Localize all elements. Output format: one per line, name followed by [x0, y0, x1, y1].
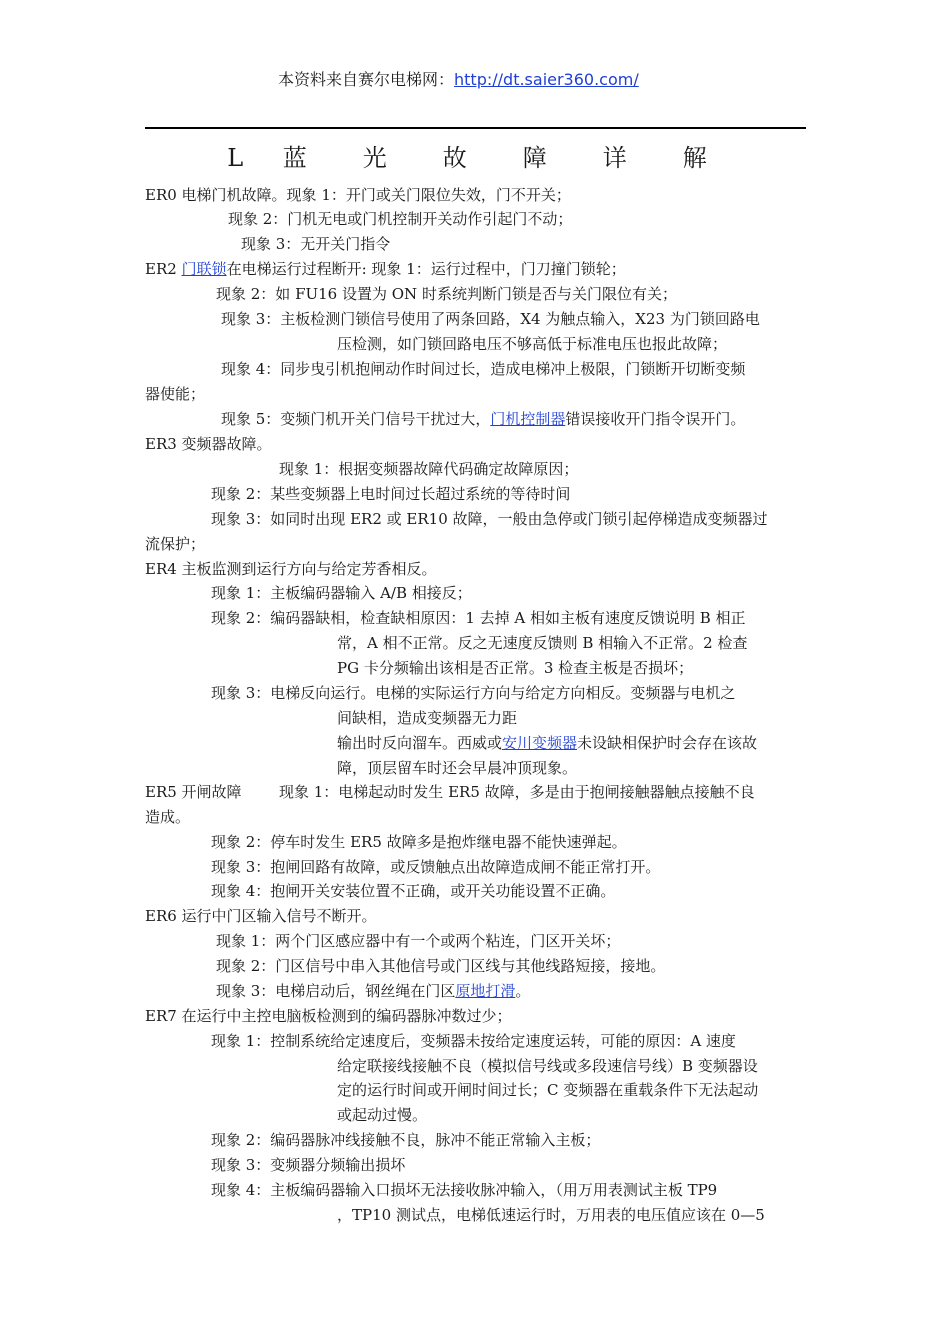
text-line: 现象 3：如同时出现 ER2 或 ER10 故障，一般由急停或门锁引起停梯造成变频器过: [211, 510, 768, 528]
text-line: 常，A 相不正常。反之无速度反馈则 B 相输入不正常。2 检查: [337, 634, 748, 652]
text-line: 给定联接线接触不良（模拟信号线或多段速信号线）B 变频器设: [337, 1057, 758, 1075]
text-line: 现象 3：抱闸回路有故障，或反馈触点出故障造成闸不能正常打开。: [211, 858, 661, 876]
text-line: 现象 2：门机无电或门机控制开关动作引起门不动；: [228, 210, 573, 228]
yaskawa-inverter-link[interactable]: 安川变频器: [502, 734, 578, 752]
text-line: 现象 3：无开关门指令: [241, 235, 391, 253]
text-line: 定的运行时间或开闸时间过长；C 变频器在重载条件下无法起动: [337, 1081, 759, 1099]
text-line: [337, 733, 757, 753]
text-line: 现象 3：电梯反向运行。电梯的实际运行方向与给定方向相反。变频器与电机之: [211, 684, 736, 702]
text-segment: 未设缺相保护时会存在该故: [577, 734, 758, 752]
text-line: 现象 2：某些变频器上电时间过长超过系统的等待时间: [211, 485, 571, 503]
text-line: ，TP10 测试点，电梯低速运行时，万用表的电压值应该在 0—5: [337, 1206, 765, 1224]
text-line: 造成。: [145, 808, 191, 826]
text-line: 现象 4：同步曳引机抱闸动作时间过长，造成电梯冲上极限，门锁断开切断变频: [221, 360, 746, 378]
text-line: 现象 2：编码器脉冲线接触不良，脉冲不能正常输入主板；: [211, 1131, 601, 1149]
text-line: [145, 259, 626, 279]
text-line: 障，顶层留车时还会早晨冲顶现象。: [337, 759, 578, 777]
text-line: 现象 4：主板编码器输入口损坏无法接收脉冲输入，（用万用表测试主板 TP9: [211, 1181, 718, 1199]
text-line: ER4 主板监测到运行方向与给定芳香相反。: [145, 560, 437, 578]
text-line: 现象 1：主板编码器输入 A/B 相接反；: [211, 584, 472, 602]
text-line: 现象 2：如 FU16 设置为 ON 时系统判断门锁是否与关门限位有关；: [216, 285, 677, 303]
text-segment: 现象 5：变频门机开关门信号干扰过大，: [221, 410, 491, 428]
text-line: 流保护；: [145, 535, 206, 553]
text-segment: 错误接收开门指令误开门。: [565, 410, 746, 428]
rope-slip-link[interactable]: 原地打滑: [455, 982, 516, 1000]
text-line: ER5 开闸故障: [145, 783, 242, 801]
header-link[interactable]: http://dt.saier360.com/: [454, 70, 639, 89]
text-line: 现象 1：两个门区感应器中有一个或两个粘连，门区开关坏；: [216, 932, 621, 950]
door-controller-link[interactable]: 门机控制器: [490, 410, 566, 428]
text-line: PG 卡分频输出该相是否正常。3 检查主板是否损坏；: [337, 659, 694, 677]
text-line: 现象 2：编码器缺相，检查缺相原因：1 去掉 A 相如主板有速度反馈说明 B 相正: [211, 609, 746, 627]
text-line: 现象 1：根据变频器故障代码确定故障原因；: [279, 460, 579, 478]
text-line: 现象 3：变频器分频输出损坏: [211, 1156, 406, 1174]
text-segment: 输出时反向溜车。西威或: [337, 734, 503, 752]
page-title: L 蓝 光 故 障 详 解: [227, 144, 723, 172]
text-line: [216, 981, 530, 1001]
text-line: ER3 变频器故障。: [145, 435, 272, 453]
text-line: 现象 4：抱闸开关安装位置不正确，或开关功能设置不正确。: [211, 882, 616, 900]
header-divider: [145, 127, 806, 129]
text-segment: 。: [515, 982, 531, 1000]
text-line: 器使能；: [145, 385, 206, 403]
text-line: ER6 运行中门区输入信号不断开。: [145, 907, 377, 925]
text-line: 现象 2：门区信号中串入其他信号或门区线与其他线路短接，接地。: [216, 957, 666, 975]
text-line: 现象 3：主板检测门锁信号使用了两条回路，X4 为触点输入，X23 为门锁回路电: [221, 310, 760, 328]
text-line: 现象 1：电梯起动时发生 ER5 故障，多是由于抱闸接触器触点接触不良: [279, 783, 755, 801]
text-line: 现象 1：控制系统给定速度后，变频器未按给定速度运转，可能的原因：A 速度: [211, 1032, 736, 1050]
text-line: 现象 2：停车时发生 ER5 故障多是抱炸继电器不能快速弹起。: [211, 833, 627, 851]
header-label: 本资料来自赛尔电梯网：: [278, 70, 455, 89]
text-segment: 现象 3：电梯启动后，钢丝绳在门区: [216, 982, 456, 1000]
text-line: [221, 409, 745, 429]
text-segment: 在电梯运行过程断开: 现象 1：运行过程中，门刀撞门锁轮；: [226, 260, 626, 278]
text-line: ER0 电梯门机故障。现象 1：开门或关门限位失效，门不开关；: [145, 186, 571, 204]
text-line: ER7 在运行中主控电脑板检测到的编码器脉冲数过少；: [145, 1007, 512, 1025]
door-interlock-link[interactable]: 门联锁: [181, 260, 227, 278]
text-line: 或起动过慢。: [337, 1106, 428, 1124]
text-line: 间缺相，造成变频器无力距: [337, 709, 518, 727]
text-segment: ER2: [145, 260, 182, 278]
text-line: 压检测，如门锁回路电压不够高低于标准电压也报此故障；: [337, 335, 728, 353]
page-header: [278, 70, 639, 90]
